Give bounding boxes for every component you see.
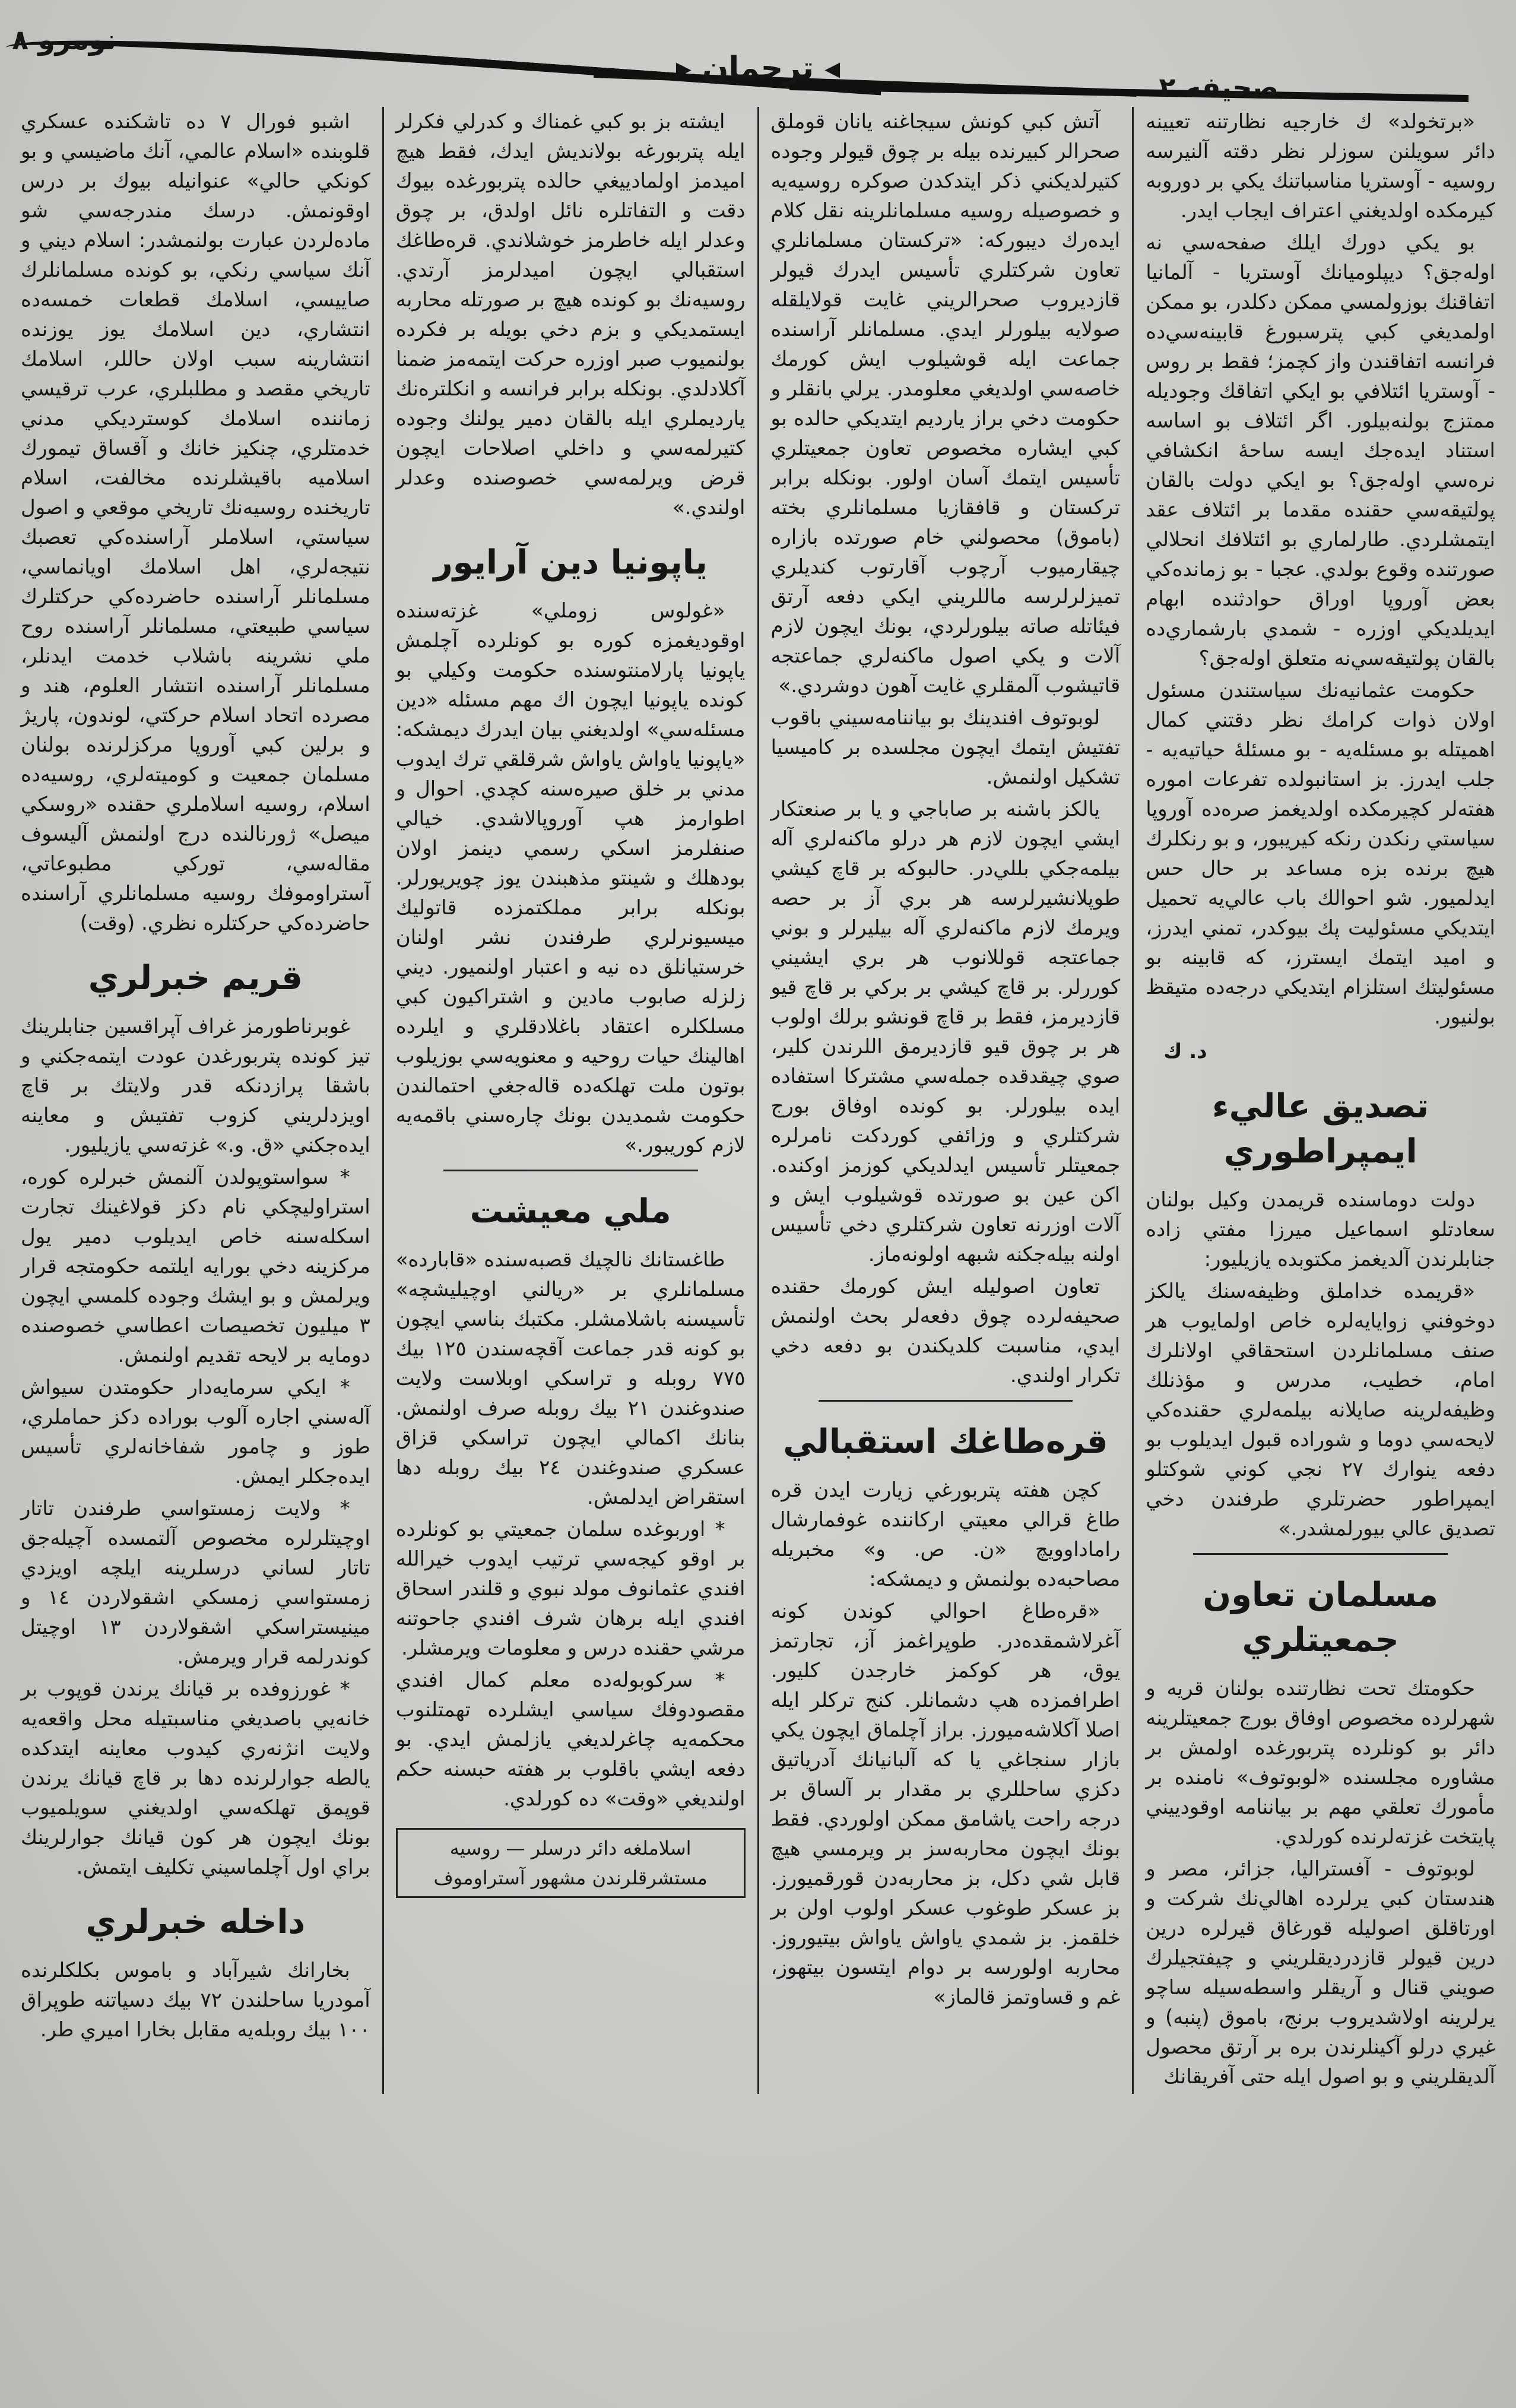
- paragraph: يالكز باشنه بر صاباجي و يا بر صنعتكار ايشي ايچون لازم هر درلو ماكنه‌لري آله بيلمه‌جكي بللي‌در. حالبوكه بر قاچ كيشي طوپلانشيرلرسه هر بري آز بر حصه ويرمك لازم ماكنه‌لري آله بيليرلر و بوني جماعتجه قوللانوب هر بري ايشيني كوررلر. بر قاچ كيشي بر بركي بر قاچ قيو قازديرمز، فقط بر قاچ قونشو برلك اولوب هر بر چوق قيو قازديرمق اللرندن كلير، صوي چيقدقده جمله‌سي مشتركا استفاده ايده بيلورلر. بو كونده اوفاق بورج شركتلري و وزائفي كوردكت نامرلره جمعيتلر تأسيس ايدلديكي كوزمز اوكنده. اكن عين بو صورتده قوشيلوب ايش و آلات اوزرنه تعاون شركتلري دخي تأسيس اولنه بيله‌جكنه شبهه اولونه‌ماز.: [770, 797, 1121, 1266]
- article-headline: قريم خبرلري: [88, 959, 303, 997]
- paragraph: * ولايت زمستواسي طرفندن تاتار اوچيتلرلره مخصوص آلتمسده آچيله‌جق تاتار لساني درسلرينه ايلچه اويزدي زمستواسي زمسكي اشقولاردن ١٤ و مينيستراسكي اشقولاردن ١٣ اوچيتل كوندرلمه قرار ويرمش.: [21, 1497, 370, 1669]
- page-number: صحيفه ٢: [1159, 71, 1279, 103]
- paragraph: اشبو فورال ٧ ده تاشكنده عسكري قلوبنده «اسلام عالمي، آنك ماضيسي و بو كونكي حالي» عنوانيله بيوك بر درس اوقونمش. درسك مندرجه‌سي شو ماده‌لردن عبارت بولنمشدر: اسلام ديني و آنك سياسي رنكي، بو كونده مسلمانلرك صاييسي، اسلامك قطعات خمسه‌ده انتشاري، دين اسلامك يوز يوزنده انتشارينه سبب اولان حاللر، اسلامك تاريخي مقصد و مطلبلري، عرب ترقيسي زماننده اسلامك كوسترديكي مدني خدمتلري، چنكيز خانك و آقساق تيمورك اسلاميه باقيشلرنده مخالفت، اسلام تاريخنده روسيه‌نك تاريخي موقعي و اصول سياستي، اسلاملر آراسنده‌كي تعصبك نتيجه‌لري، اهل اسلامك اويانماسي، مسلمانلر آراسنده حاضرده‌كي حركتلرك سياسي طبيعتي، مسلمانلر آراسنده روح ملي نشرينه باشلاب خدمت ايدنلر، مسلمانلر آراسنده انتشار العلوم، هند و مصرده اتحاد اسلام حركتي، لوندون، پاريژ و برلين كبي آوروپا مركزلرنده بولنان مسلمان جمعيت و كوميته‌لري، روسيه‌ده اسلام، روسيه اسلاملري حقنده «روسكي ميصل» ژورنالنده درج اولنمش آليسوف مقاله‌سي، توركي مطبوعاتي، آستراوموفك روسيه مسلمانلري آراسنده حاضرده‌كي حركتلره نظري. (وقت): [21, 110, 370, 935]
- signature: د. ك: [1163, 1040, 1207, 1063]
- paragraph: «قريمده خداملق وظيفه‌سنك يالكز دوخوفني زوايايه‌لره خاص اولمايوب هر صنف مسلمانلردن استحقاقي اولانلرك امام، خطيب، مدرس و مؤذنلك وظيفه‌لرينه صايلانه بيلمه‌لري حقنده‌كي لايحه‌سي دوما و شوراده قبول ايديلوب بو دفعه ينوارك ٢٧ نجي كوني شوكتلو ايمپراطور حضرتلري طرفندن دخي تصديق عالي بيورلمشدر.»: [1146, 1279, 1495, 1541]
- column-1: [1132, 107, 1507, 2094]
- article-headline: مسلمان تعاون جمعيتلري: [1203, 1576, 1438, 1659]
- paragraph: تعاون اصوليله ايش كورمك حقنده صحيفه‌لرده چوق دفعه‌لر بحث اولنمش ايدي، مناسبت كلديكندن بو دفعه دخي تكرار اولندي.: [770, 1275, 1121, 1387]
- divider: [819, 1400, 1073, 1402]
- columns: [9, 107, 1507, 2094]
- article-headline: تصديق عاليء ايمپراطوري: [1212, 1087, 1429, 1171]
- article-headline: ياپونيا دين آرايور: [433, 543, 708, 582]
- paragraph: دولت دوماسنده قريمدن وكيل بولنان سعادتلو اسماعيل ميرزا مفتي زاده جنابلرندن آلديغمز مكتوبده يازيليور:: [1146, 1188, 1495, 1271]
- paragraph: لوبوتوف افندينك بو بياننامه‌سيني باقوب تفتيش ايتمك ايچون مجلسده بر كاميسيا تشكيل اولنمش.: [770, 706, 1121, 789]
- paragraph: * سواستوپولدن آلنمش خبرلره كوره، استراوليچكي نام دكز قولاغينك تجارت اسكله‌سنه خاص ايديلوب دمير يول مركزينه دخي بورايه ايلتمه حكومتجه قرار ويرلمش و بو ايشك وجوده كلمسي ايچون ٣ ميليون تخصيصات اعطاسي خصوصنده دومايه بر لايحه تقديم اولنمش.: [21, 1165, 370, 1367]
- paragraph: حكومت عثمانيه‌نك سياستندن مسئول اولان ذوات كرامك نظر دقتني كمال اهميتله بو مسئله‌يه - بو مسئلهٔ حياتيه‌يه - جلب ايدرز. بز استانبولده تفرعات اموره هفته‌لر كچيرمكده اولديغمز صره‌ده آوروپا سياستي رنكدن رنكه كيريبور، و بو رنكلرك هيچ برنده بزه مساعد بر حال حس ايدلميور. شو احوالك باب عالي‌يه تحميل ايتديكي مسئوليت پك بيوكدر، تمني ايدرز، و اميد ايتمك ايسترز، كه قابينه بو مسئوليتك استلزام ايتديكي درجه‌ده متيقظ بولنيور.: [1146, 679, 1495, 1029]
- paragraph: «برتخولد» ك خارجيه نظارتنه تعيينه دائر سويلنن سوزلر نظر دقته آلنيرسه روسيه - آوستريا مناسباتنك يكي بر دوروبه كيرمكده اولديغني اعتراف ايجاب ايدر.: [1146, 110, 1495, 223]
- paragraph: «غولوس زوملي» غزته‌سنده اوقوديغمزه كوره بو كونلرده آچلمش ياپونيا پارلامنتوسنده حكومت وكيلي بو كونده ياپونيا ايچون اك مهم مسئله «دين مسئله‌سي» اولديغني بيان ايدرك ديمشكه: «ياپونيا ياواش ياواش شرقلقي ترك ايدوب مدني بر خلق صيره‌سنه كچدي. احوال و اطوارمز هپ آوروپالاشدي. خيالي صنفلرمز اسكي رسمي دينمز اولان بودهلك و شينتو مذهبندن يوز چويريورلر. بونكله برابر مملكتمزده قاتوليك ميسيونرلري طرفندن نشر اولنان خرستيانلق ده نيه و اعتبار اولنميور. ديني زلزله صابوب مادين و اشتراكيون كبي مسلكلره اعتقاد باغلادقلري و ايلرده اهالينك حيات روحيه و معنويه‌سي بوزيلوب بوتون ملت تهلكه‌ده قاله‌جغي احتمالندن حكومت شمديدن بونك چاره‌سني باقمه‌يه لازم كوريبور.»: [395, 599, 746, 1157]
- paragraph: آتش كبي كونش سيجاغنه يانان قوملق صحرالر كبيرنده بيله بر چوق قيولر وجوده كتيرلديكني ذكر ايتدكدن صوكره روسيه‌يه و خصوصيله روسيه مسلمانلرينه نقل كلام ايده‌رك ديبوركه: «تركستان مسلمانلري تعاون شركتلري تأسيس ايدرك قيولر قازديروب صحرالريني غايت قولايلقله صولايه بيلورلر ايدي. مسلمانلر آراسنده جماعت ايله قوشيلوب ايش كورمك خاصه‌سي اولديغي معلومدر. يرلي بانقلر و حكومت دخي براز يارديم ايتديكي حالده بو كبي ايشاره مخصوص تعاون جمعيتلري تأسيس ايتمك آسان اولور. بونكله برابر تركستان و قافقازيا مسلمانلري بخته (باموق) محصولني خام صورتده بازاره چيقارميوب آرچوب آقارتوب كنديلري تميزلرلرسه ماللريني ايكي دفعه آرتق فيئاتله صاته بيلورلردي، بونك ايچون لازم آلات و يكي اصول ماكنه‌لري جماعتجه قاتيشوب آلمقلري غايت آهون دوشردي.»: [770, 110, 1121, 698]
- paragraph: بو يكي دورك ايلك صفحه‌سي نه اوله‌جق؟ ديپلوميانك آوستريا - آلمانيا اتفاقنك بوزولمسي ممكن دكلدر، بو ممكن اولمديغي كبي پترسبورغ قابينه‌سي‌ده فرانسه اتفاقندن واز كچمز؛ فقط بر روس - آوستريا ائتلافي بو ايكي اتفاقك وجوديله ممتزج بولنه‌بيلور. اگر ائتلاف بو اساسه استناد ايده‌جك ايسه ساحهٔ انكشافي نره‌سي اوله‌جق؟ بو ايكي دولت بالقان پولتيقه‌سي حقنده مقدما بر ائتلاف عقد ايتمشلردي. طارلماري بو ائتلافك انحلالي صورتنده وقوع بولدي. عجبا - بو زمانده‌كي بعض آوروپا اوراق حوادثنده ابهام ايديلديكي اوزره - شمدي بارشماري‌ده بالقان پولتيقه‌سي‌نه متعلق اوله‌جق؟: [1146, 231, 1495, 670]
- paragraph: * غورزوفده بر قيانك يرندن قوپوب بر خانه‌يي باصديغي مناسبتيله محل واقعه‌يه ولايت انژنه‌ري كيدوب معاينه ايتدكده يالطه جوارلرنده دها بر قاچ قيانك يرندن قوپمق تهلكه‌سي اولديغني سويلميوب بونك ايچون هر كون قيانك جوارلرينك براي اول آچلماسيني تكليف ايتمش.: [21, 1677, 370, 1879]
- paragraph: * اوربوغده سلمان جمعيتي بو كونلرده بر اوقو كيجه‌سي ترتيب ايدوب خيرالله افندي عثمانوف مولد نبوي و قلندر اسحاق افندي ايله برهان شرف افندي جاحوتنه مرشي حقنده درس و معلومات ويرمشلر.: [395, 1517, 746, 1660]
- article-headline: قره‌طاغك استقبالي: [783, 1422, 1108, 1461]
- column-4: [9, 107, 382, 2094]
- article-headline: داخله خبرلري: [85, 1903, 306, 1941]
- divider: [1193, 1553, 1448, 1555]
- paragraph: بخارانك شيرآباد و باموس بكلكلرنده آمودريا ساحلندن ٧٢ بيك دسياتنه طوپراق ١٠٠ بيك روبله‌يه مقابل بخارا اميري طر.: [21, 1959, 370, 2042]
- paragraph: لوبوتوف - آفستراليا، جزائر، مصر و هندستان كبي يرلرده اهالي‌نك شركت و اورتاقلق اصوليله قورغاق قيرلره درين درين قيولر قازدرديقلريني و چيفتجيلرك صويني قنال و آريقلر واسطه‌سيله ساچو يرلرينه اولاشديروب برنج، باموق (پنبه) و غيري درلو آكينلرندن بره بر آرتق محصول آلديقلريني و بو اصول ايله حتى آفريقانك: [1146, 1857, 1495, 2089]
- paragraph: حكومتك تحت نظارتنده بولنان قريه و شهرلرده مخصوص اوفاق بورج جمعيتلرينه دائر بو كونلرده پتربورغده اولمش بر مشاوره مجلسنده «لوبوتوف» نامنده بر مأمورك تعلقي مهم بر بياننامه اوقودييني پايتخت غزته‌لرنده كورلدي.: [1146, 1677, 1495, 1849]
- article-headline: ملي معيشت: [470, 1192, 671, 1231]
- column-3: [382, 107, 757, 2094]
- advertisement: اسلاملغه دائر درسلر — روسيه مستشرقلرندن مشهور آستراوموف: [396, 1828, 746, 1898]
- paragraph: ايشته بز بو كبي غمناك و كدرلي فكرلر ايله پتربورغه بولانديش ايدك، فقط هيچ اميدمز اولمادييغي حالده پتربورغده بيوك دقت و التفاتلره نائل اولدق، بر چوق وعدلر ايله خاطرمز خوشلاندي. قره‌طاغك استقبالي ايچون اميدلرمز آرتدي. روسيه‌نك بو كونده هيچ بر صورتله محاربه ايستمديكي و بزم دخي بويله بر فكرده بولنميوب صبر اوزره حركت ايتمه‌مز ضمنا آكلادلدي. بونكله برابر فرانسه و انكلتره‌نك يارديملري ايله بالقان دمير يولنك وجوده كتيرلمه‌سي و داخلي اصلاحات ايچون قرض ويرلمه‌سي خصوصنده وعدلر اولندي.»: [395, 110, 746, 519]
- paragraph: غوبرناطورمز غراف آپراقسين جنابلرينك تيز كونده پتربورغدن عودت ايتمه‌جكني و باشقا پرازدنكه قدر ولايتك بر قاچ اويزدلريني كزوب تفتيش و معاينه ايده‌جكني «ق. و.» غزته‌سي يازيليور.: [21, 1015, 370, 1157]
- divider: [443, 1170, 698, 1171]
- paragraph: «قره‌طاغ احوالي كوندن كونه آغرلاشمقده‌در. طوپراغمز آز، تجارتمز يوق، هر كوكمز خارجدن كليور. اطرافمزده هپ دشمانلر. كنج تركلر ايله اصلا آكلاشه‌ميورز. براز آچلماق ايچون يكي بازار سنجاغي يا كه آلبانيانك آدرياتيق دكزي ساحللري بر مقدار بر آلساق بر درجه راحت ياشامق ممكن اولوردي. فقط بونك ايچون محاربه‌سز بر ويرمسي هيچ قابل شي دكل، بز محاربه‌دن قورقميورز. بز عسكر طوغوب عسكر اولوب اولن بر خلقمز. بز شمدي ياواش ياواش بيتيوروز. محاربه اولورسه بر دوام ايتسون بيتهوز، غم و قساوتمز قالماز»: [770, 1599, 1121, 2009]
- paragraph: * سركوبوله‌ده معلم كمال افندي مقصودوفك سياسي ايشلرده تهمتلنوب محكمه‌يه چاغرلديغي يازلمش ايدي. بو دفعه ايشي باقلوب بر هفته حبسنه حكم اولنديغي «وقت» ده كورلدي.: [395, 1668, 746, 1811]
- paragraph: كچن هفته پتربورغي زيارت ايدن قره طاغ قرالي معيتي اركاننده غوفمارشال راماداوويچ «ن. ص. و» مخبريله مصاحبه‌ده بولنمش و ديمشكه:: [770, 1478, 1121, 1591]
- newspaper-title: ◂ ترجمان ▸: [676, 50, 841, 86]
- masthead-rule: [789, 83, 1469, 102]
- column-2: [757, 107, 1133, 2094]
- paragraph: طاغستانك نالچيك قصبه‌سنده «قابارده» مسلمانلري بر «ريالني اوچيليشچه» تأسيسنه باشلامشلر. مكتبك بناسي ايچون بو كونه قدر جماعت آقچه‌سندن ١٢٥ بيك ٧٧٥ روبله و تراسكي اوبلاست ولايت صندوغندن ٢١ بيك روبله صرف اولنمش. بنانك اكمالي ايچون تراسكي قزاق عسكري صندوغندن ٢٤ بيك روبله دها استقراض ايدلمش.: [395, 1248, 746, 1509]
- paragraph: * ايكي سرمايه‌دار حكومتدن سيواش آله‌سني اجاره آلوب بوراده دكز حماملري، طوز و چامور شفاخانه‌لري تأسيس ايده‌جكلر ايمش.: [21, 1376, 370, 1488]
- issue-number: نومرو ٨: [12, 24, 116, 56]
